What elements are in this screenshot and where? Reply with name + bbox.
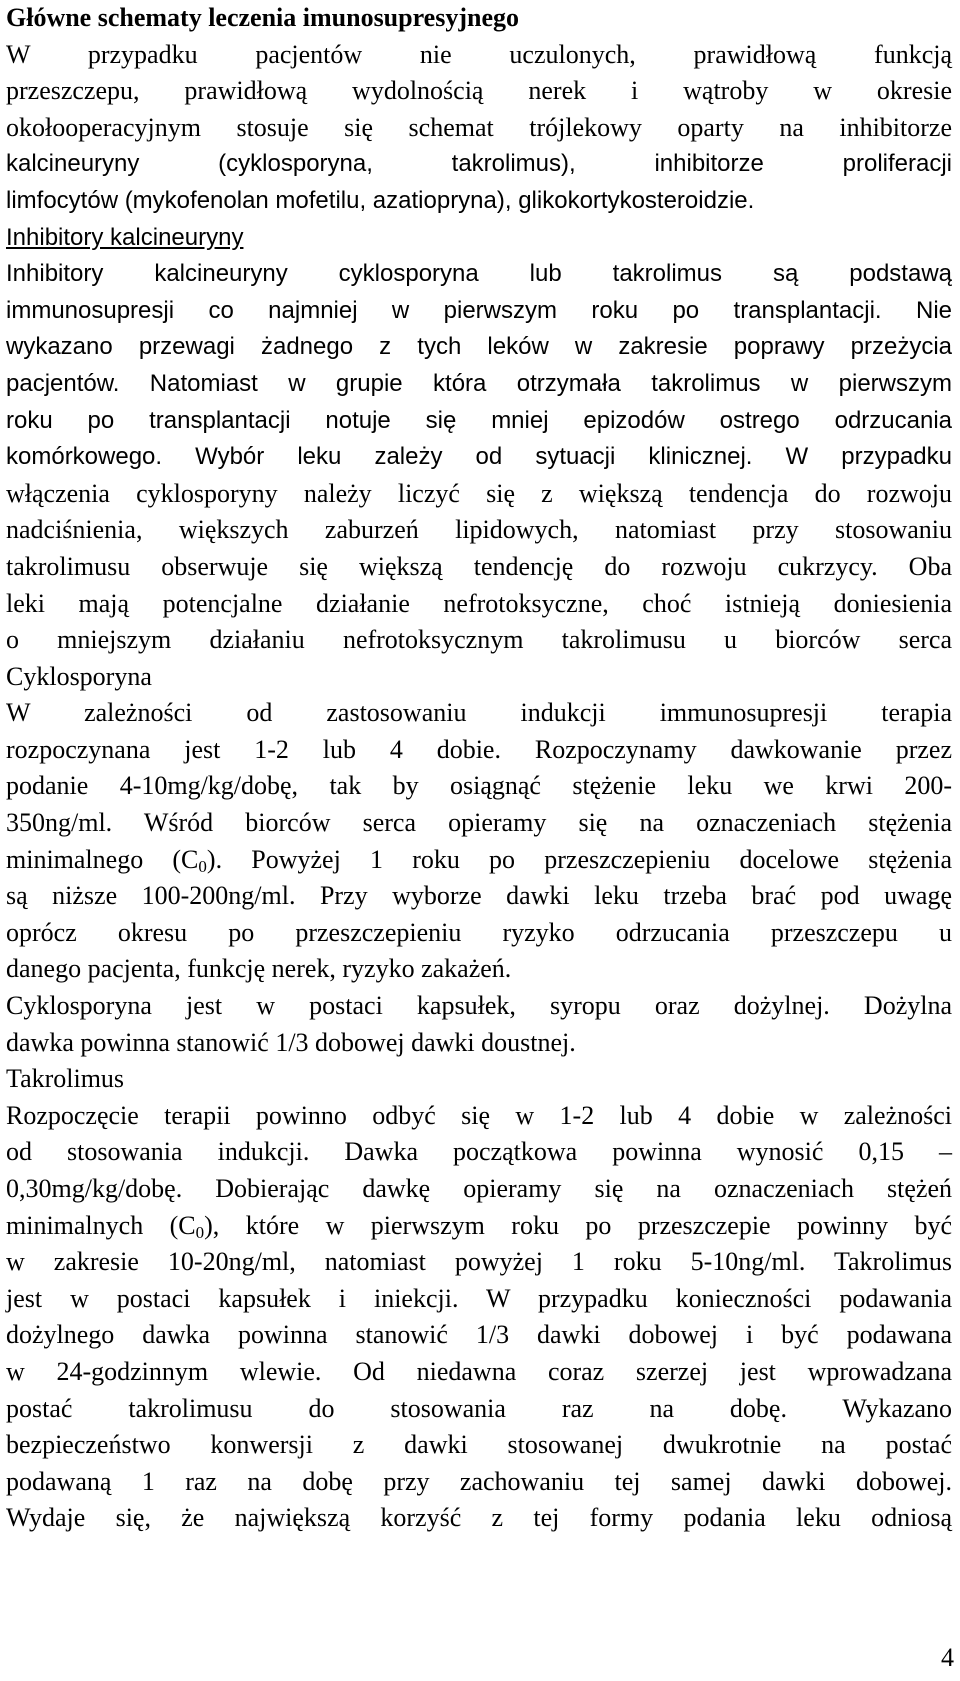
- text-line: [6, 842, 952, 879]
- text-fragment: minimalnych (C: [6, 1210, 196, 1240]
- takrolimus-paragraph: [6, 1098, 952, 1537]
- text-line: komórkowego. Wybór leku zależy od sytuacji klinicznej. W przypadku: [6, 443, 952, 471]
- text-line: postać takrolimusu do stosowania raz na dobę. Wykazano: [6, 1393, 952, 1423]
- text-fragment: minimalnego (C: [6, 844, 199, 874]
- section-title: Główne schematy leczenia imunosupresyjnego: [6, 3, 519, 32]
- heading-cyklosporyna: Cyklosporyna: [6, 661, 152, 691]
- text-line: w zakresie 10-20ng/ml, natomiast powyżej 1 roku 5-10ng/ml. Takrolimus: [6, 1247, 952, 1277]
- text-line: leki mają potencjalne działanie nefrotoksyczne, choć istnieją doniesienia: [6, 588, 952, 618]
- text-line: dożylnego dawka powinna stanowić 1/3 dawki dobowej i być podawana: [6, 1320, 952, 1350]
- text-line: bezpieczeństwo konwersji z dawki stosowanej dwukrotnie na postać: [6, 1430, 952, 1460]
- text-line: dawka powinna stanowić 1/3 dobowej dawki doustnej.: [6, 1027, 576, 1057]
- text-line: okołooperacyjnym stosuje się schemat trójlekowy oparty na inhibitorze: [6, 112, 952, 142]
- text-line: Rozpoczęcie terapii powinno odbyć się w 1-2 lub 4 dobie w zależności: [6, 1100, 952, 1130]
- text-line: pacjentów. Natomiast w grupie która otrzymała takrolimus w pierwszym: [6, 369, 952, 397]
- text-line: immunosupresji co najmniej w pierwszym roku po transplantacji. Nie: [6, 296, 952, 324]
- text-line: nadciśnienia, większych zaburzeń lipidowych, natomiast przy stosowaniu: [6, 515, 952, 545]
- text-line: wykazano przewagi żadnego z tych leków w zakresie poprawy przeżycia: [6, 333, 952, 361]
- text-line: są niższe 100-200ng/ml. Przy wyborze dawki leku trzeba brać pod uwagę: [6, 881, 952, 911]
- heading-takrolimus: Takrolimus: [6, 1064, 125, 1094]
- intro-paragraph: [6, 37, 952, 220]
- text-line: W przypadku pacjentów nie uczulonych, prawidłową funkcją: [6, 39, 952, 69]
- text-line: takrolimusu obserwuje się większą tendencję do rozwoju cukrzycy. Oba: [6, 551, 952, 581]
- text-line: [6, 1208, 952, 1245]
- subscript: 0: [198, 856, 207, 876]
- cyklosporyna-paragraph: [6, 695, 952, 1061]
- text-line: oprócz okresu po przeszczepieniu ryzyko odrzucania przeszczepu u: [6, 917, 952, 947]
- text-fragment: ). Powyżej 1 roku po przeszczepieniu docelowe stężenia: [206, 844, 952, 874]
- text-line: w 24-godzinnym wlewie. Od niedawna coraz szerzej jest wprowadzana: [6, 1356, 952, 1386]
- heading-inhibitory: [6, 220, 952, 257]
- text-line: przeszczepu, prawidłową wydolnością nerek i wątroby w okresie: [6, 76, 952, 106]
- text-line: podawaną 1 raz na dobę przy zachowaniu tej samej dawki dobowej.: [6, 1466, 952, 1496]
- text-line: roku po transplantacji notuje się mniej epizodów ostrego odrzucania: [6, 406, 952, 434]
- text-line: podanie 4-10mg/kg/dobę, tak by osiągnąć stężenie leku we krwi 200-: [6, 771, 952, 801]
- text-line: o mniejszym działaniu nefrotoksycznym takrolimusu u biorców serca: [6, 625, 952, 655]
- heading-inhibitory-text: Inhibitory kalcineuryny: [6, 223, 244, 251]
- text-line: jest w postaci kapsułek i iniekcji. W przypadku konieczności podawania: [6, 1283, 952, 1313]
- text-line: W zależności od zastosowaniu indukcji immunosupresji terapia: [6, 698, 952, 728]
- subscript: 0: [195, 1222, 205, 1242]
- text-line: włączenia cyklosporyny należy liczyć się z większą tendencja do rozwoju: [6, 478, 952, 508]
- text-line: kalcineuryny (cyklosporyna, takrolimus), inhibitorze proliferacji: [6, 150, 952, 178]
- page-number: 4: [941, 1643, 954, 1672]
- text-line: Inhibitory kalcineuryny cyklosporyna lub takrolimus są podstawą: [6, 260, 952, 288]
- text-line: 350ng/ml. Wśród biorców serca opieramy się na oznaczeniach stężenia: [6, 808, 952, 838]
- text-line: od stosowania indukcji. Dawka początkowa powinna wynosić 0,15 –: [6, 1137, 952, 1167]
- inhibitory-paragraph: [6, 256, 952, 659]
- text-line: rozpoczynana jest 1-2 lub 4 dobie. Rozpoczynamy dawkowanie przez: [6, 734, 952, 764]
- text-line: danego pacjenta, funkcję nerek, ryzyko zakażeń.: [6, 954, 512, 984]
- text-line: 0,30mg/kg/dobę. Dobierając dawkę opieramy się na oznaczeniach stężeń: [6, 1174, 952, 1203]
- document-page: [6, 0, 952, 1537]
- text-fragment: ), które w pierwszym roku po przeszczepie powinny być: [204, 1210, 953, 1240]
- text-line: Wydaje się, że największą korzyść z tej formy podania leku odniosą: [6, 1503, 952, 1533]
- text-line: Cyklosporyna jest w postaci kapsułek, syropu oraz dożylnej. Dożylna: [6, 991, 952, 1021]
- text-line: limfocytów (mykofenolan mofetilu, azatiopryna), glikokortykosteroidzie.: [6, 186, 755, 214]
